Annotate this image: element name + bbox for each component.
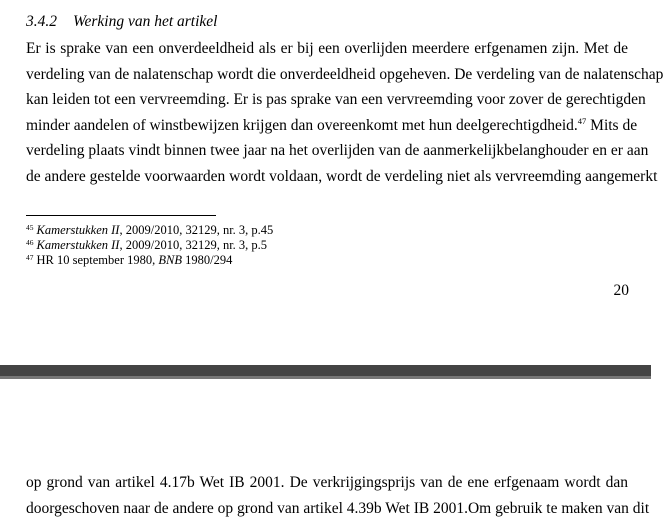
footnotes (26, 223, 273, 268)
footnote-47: $^{47}$ HR 10 september 1980, BNB 1980/294 (26, 253, 233, 267)
paragraph-line: kan leiden tot een vervreemding. Er is pas sprake van een vervreemding voor zover de gerechtigden (26, 91, 646, 108)
section-title: Werking van het artikel (73, 13, 218, 30)
page-number: 20 (613, 282, 629, 299)
footnote-ref[interactable]: 47 (577, 115, 587, 126)
footnote-45: $^{45}$ Kamerstukken II, 2009/2010, 32129, nr. 3, p.45 (26, 223, 274, 237)
footnote-divider (26, 215, 216, 216)
footnote-46: $^{46}$ Kamerstukken II, 2009/2010, 32129, nr. 3, p.5 (26, 238, 268, 252)
paragraph-line: doorgeschoven naar de andere op grond van artikel 4.39b Wet IB 2001.Om gebruik te maken van dit (26, 499, 650, 517)
section-number: 3.4.2 (26, 13, 57, 30)
paragraph-line: de andere gestelde voorwaarden wordt voldaan, wordt de verdeling niet als vervreemding aangemerkt (26, 167, 658, 185)
document-page-bottom (0, 379, 651, 526)
page-separator (0, 365, 651, 379)
section-heading (26, 13, 218, 31)
paragraph-line: verdeling plaats vindt binnen twee jaar na het overlijden van de aanmerkelijkbelanghouder en er aan (26, 142, 649, 159)
body-paragraph (26, 470, 650, 521)
paragraph-line: Er is sprake van een onverdeeldheid als er bij een overlijden meerdere erfgenamen zijn. Met de (26, 40, 628, 57)
paragraph-line-with-footnote: minder aandelen of winstbewijzen krijgen dan overeenkomt met hun deelgerechtigdheid.$^{47}$ Mits de (26, 115, 638, 134)
paragraph-line: op grond van artikel 4.17b Wet IB 2001. De verkrijgingsprijs van de ene erfgenaam wordt dan (26, 474, 628, 491)
body-paragraph (26, 36, 663, 189)
paragraph-line: verdeling van de nalatenschap wordt die onverdeeldheid opgeheven. De verdeling van de nalatenschap (26, 65, 663, 83)
